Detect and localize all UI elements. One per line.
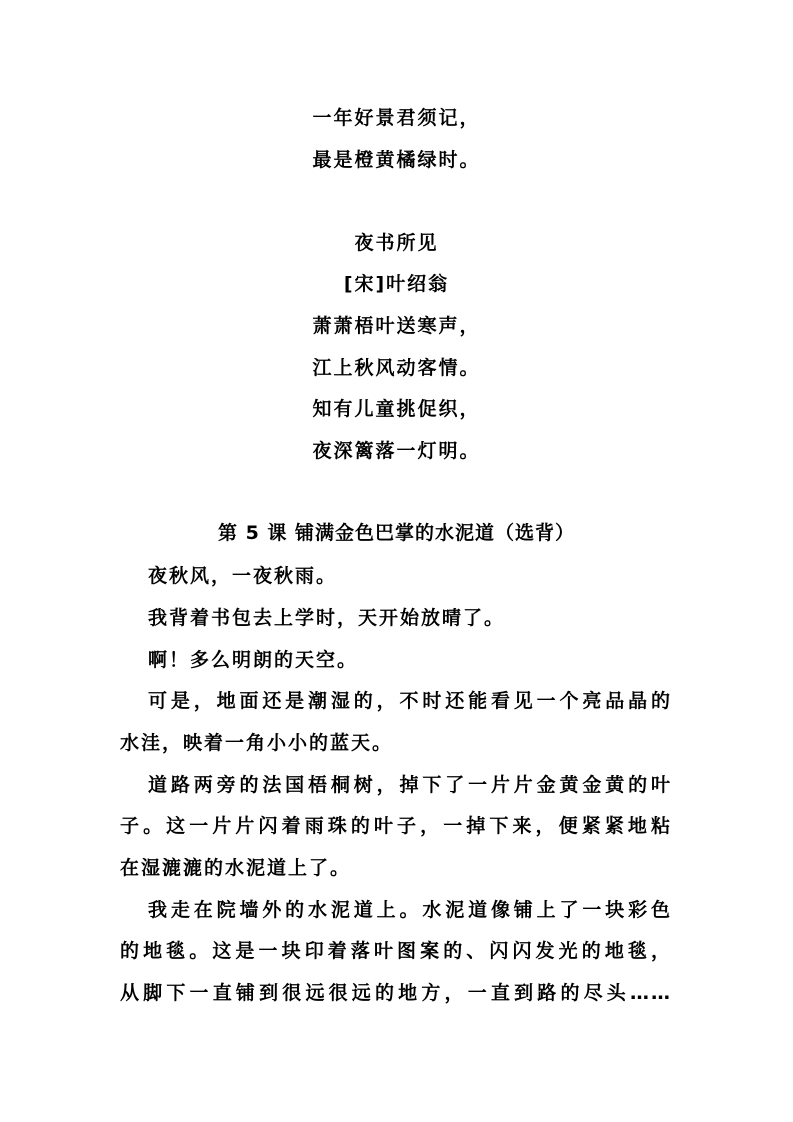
paragraph-line: 的地毯。这是一块印着落叶图案的、闪闪发光的地毯， bbox=[120, 940, 672, 962]
poem-line: 知有儿童挑促织， bbox=[312, 398, 481, 420]
paragraph-line: 在湿漉漉的水泥道上了。 bbox=[120, 857, 352, 879]
poem-line: 萧萧梧叶送寒声， bbox=[312, 315, 481, 337]
paragraph-line: 从脚下一直铺到很远很远的地方，一直到路的尽头…… bbox=[120, 982, 672, 1004]
paragraph: 啊！多么明朗的天空。 bbox=[148, 649, 359, 671]
paragraph: 我背着书包去上学时，天开始放晴了。 bbox=[148, 607, 506, 629]
paragraph-line: 水洼，映着一角小小的蓝天。 bbox=[120, 732, 394, 754]
paragraph-line: 我走在院墙外的水泥道上。水泥道像铺上了一块彩色 bbox=[148, 899, 672, 921]
poem-author: [宋]叶绍翁 bbox=[343, 273, 450, 295]
poem-line: 一年好景君须记， bbox=[312, 107, 481, 129]
lesson-title: 第 5 课 铺满金色巴掌的水泥道（选背） bbox=[217, 522, 576, 544]
poem-line: 最是橙黄橘绿时。 bbox=[312, 149, 481, 171]
poem-line: 江上秋风动客情。 bbox=[312, 357, 481, 379]
paragraph-line: 道路两旁的法国梧桐树，掉下了一片片金黄金黄的叶 bbox=[148, 774, 672, 796]
poem-title: 夜书所见 bbox=[354, 232, 439, 254]
paragraph: 夜秋风，一夜秋雨。 bbox=[148, 565, 338, 587]
paragraph-line: 子。这一片片闪着雨珠的叶子，一掉下来，便紧紧地粘 bbox=[120, 815, 672, 837]
poem-line: 夜深篱落一灯明。 bbox=[312, 440, 481, 462]
paragraph-line: 可是，地面还是潮湿的，不时还能看见一个亮品晶的 bbox=[148, 690, 672, 712]
